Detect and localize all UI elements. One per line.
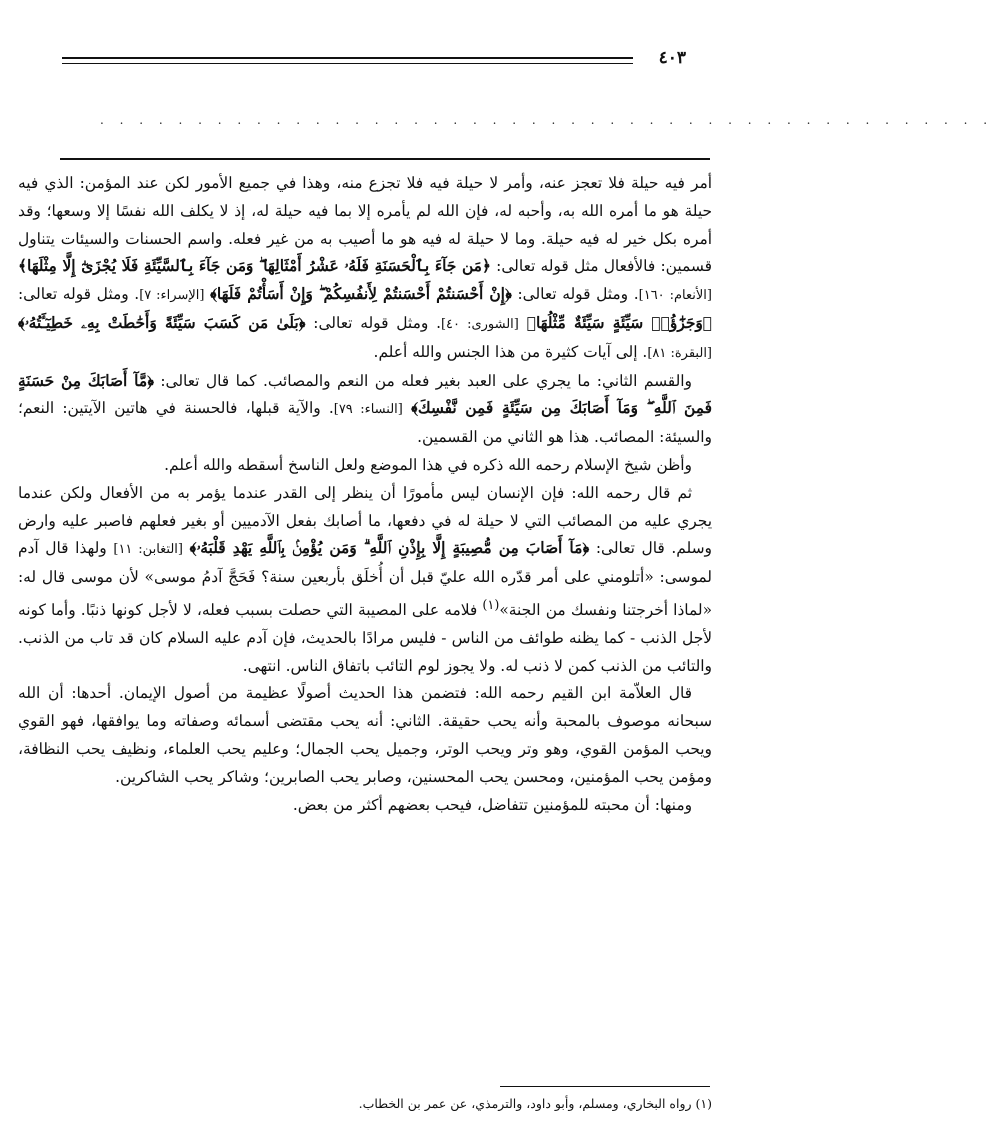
dotted-separator: . . . . . . . . . . . . . . . . . . . . . . . . . . . . . . . . . . . . . . . . . . . . . . — [100, 113, 993, 127]
verse-reference: [الأنعام: ١٦٠] — [638, 288, 712, 304]
text: . إلى آيات كثيرة من هذا الجنس والله أعلم. — [373, 342, 648, 361]
verse-reference: [البقرة: ٨١] — [647, 345, 712, 361]
text: . ومثل قوله تعالى: — [313, 313, 441, 332]
paragraph-5: قال العلاّمة ابن القيم رحمه الله: فتضمن هذا الحديث أصولًا عظيمة من أصول الإيمان. أحدها: أن الله سبحانه موصوف بالمحبة وأنه يحب حقيقة. الثاني: أنه يحب مقتضى أسمائه وصفاته وما يوافقها، فهو القوي ويحب المؤمن القوي، وهو وتر ويحب الوتر، وجميل يحب الجمال؛ وعليم يحب العلماء، ونظيف يحب النظافة، ومؤمن يحب المؤمنين، ومحسن يحب المحسنين، وصابر يحب الصابرين؛ وشاكر يحب الشاكرين. — [18, 684, 712, 786]
text: فلامه على المصيبة التي حصلت بسبب فعله، لا لأجل كونها ذنبًا. وأما كونه لأجل الذنب - كما يظنه طوائف من الناس - فليس مرادًا بالحديث، فإن آدم عليه السلام كان قد تاب من الذنب. والتائب من الذنب كمن لا ذنب له. ولا يجوز لوم التائب باتفاق الناس. انتهى. — [18, 601, 712, 675]
header-rule — [62, 57, 633, 64]
quran-verse: ﴿إِنْ أَحْسَنتُمْ أَحْسَنتُمْ لِأَنفُسِكُمْ ۖ وَإِنْ أَسَأْتُمْ فَلَهَا﴾ — [210, 285, 512, 304]
verse-reference: [الشورى: ٤٠] — [440, 316, 519, 332]
verse-reference: [الإسراء: ٧] — [139, 288, 205, 304]
text: ثم قال رحمه الله: فإن الإنسان ليس مأمورًا أن ينظر إلى القدر عندما يؤمر به من الأفعال ولكن عندما يجري عليه من المصائب التي لا حيلة له في دفعها، ما أصابك بفعل الآدميين أو بغير فعلهم فاصبر عليه وارض وسلم. قال تعالى: — [18, 483, 712, 558]
text: ولهذا قال آدم لموسى: «أتلومني على أمر قدّره الله عليّ قبل أن أُخلَق بأربعين سنة؟ فَحَجَّ آدمُ موسى» لأن موسى قال له: «لماذا أخرجتنا ونفسك من الجنة» — [18, 539, 712, 620]
quran-verse: ﴿مَن جَآءَ بِٱلْحَسَنَةِ فَلَهُۥ عَشْرُ أَمْثَالِهَا ۖ وَمَن جَآءَ بِٱلسَّيِّئَةِ فَلَا يُجْزَىٰٓ إِلَّا مِثْلَهَا﴾ — [18, 257, 491, 276]
paragraph-2 — [18, 368, 712, 452]
paragraph-1 — [18, 170, 712, 368]
quran-verse: ﴿وَجَزَٰٓؤُا۟ سَيِّئَةٍ سَيِّئَةٌ مِّثْلُهَا﴾ — [526, 313, 712, 332]
paragraph-6: ومنها: أن محبته للمؤمنين تتفاضل، فيحب بعضهم أكثر من بعض. — [292, 795, 692, 814]
main-rule — [60, 158, 710, 160]
paragraph-4 — [18, 480, 712, 681]
text: والقسم الثاني: ما يجري على العبد بغير فعله من النعم والمصائب. كما قال تعالى: — [160, 371, 692, 390]
text: . والآية قبلها، فالحسنة في هاتين الآيتين: النعم؛ والسيئة: المصائب. هذا هو الثاني من القسمين. — [18, 399, 712, 447]
quran-verse: ﴿مَّآ أَصَابَكَ مِنْ حَسَنَةٍ فَمِنَ ٱللَّهِ ۖ وَمَآ أَصَابَكَ مِن سَيِّئَةٍ فَمِن نَّفْسِكَ﴾ — [18, 371, 712, 418]
text: . ومثل قوله تعالى: — [18, 285, 140, 304]
quran-verse: ﴿بَلَىٰ مَن كَسَبَ سَيِّئَةً وَأَحَٰطَتْ بِهِۦ خَطِيٓـَٔتُهُۥ﴾ — [18, 313, 306, 332]
verse-reference: [النساء: ٧٩] — [333, 402, 403, 418]
verse-reference: [التغابن: ١١] — [113, 542, 183, 558]
page-number: ٤٠٣ — [658, 48, 686, 68]
text: أمر فيه حيلة فلا تعجز عنه، وأمر لا حيلة فيه فلا تجزع منه، وهذا في جميع الأمور لكن عند المؤمن: الذي فيه حيلة هو ما أمره الله به، وأحبه له، فإن الله لم يأمره إلا بما فيه حيلة له، إذ لا يكلف الله نفسًا إلا وسعها؛ وقد أمره بكل خير له فيه حيلة. وما لا حيلة له فيه هو ما أصيب به من غير فعله. واسم الحسنات والسيئات يتناول قسمين: فالأفعال مثل قوله تعالى: — [18, 174, 712, 276]
footnote-rule — [500, 1086, 710, 1087]
footnote: (١) رواه البخاري، ومسلم، وأبو داود، والترمذي، عن عمر بن الخطاب. — [358, 1096, 712, 1111]
text: . ومثل قوله تعالى: — [517, 285, 639, 304]
paragraph-3: وأظن شيخ الإسلام رحمه الله ذكره في هذا الموضع ولعل الناسخ أسقطه والله أعلم. — [164, 455, 692, 474]
main-text — [18, 170, 712, 819]
quran-verse: ﴿مَآ أَصَابَ مِن مُّصِيبَةٍ إِلَّا بِإِذْنِ ٱللَّهِ ۗ وَمَن يُؤْمِنۢ بِٱللَّهِ يَهْدِ قَلْبَهُۥ﴾ — [189, 539, 590, 558]
footnote-marker[interactable]: (١) — [482, 597, 500, 613]
